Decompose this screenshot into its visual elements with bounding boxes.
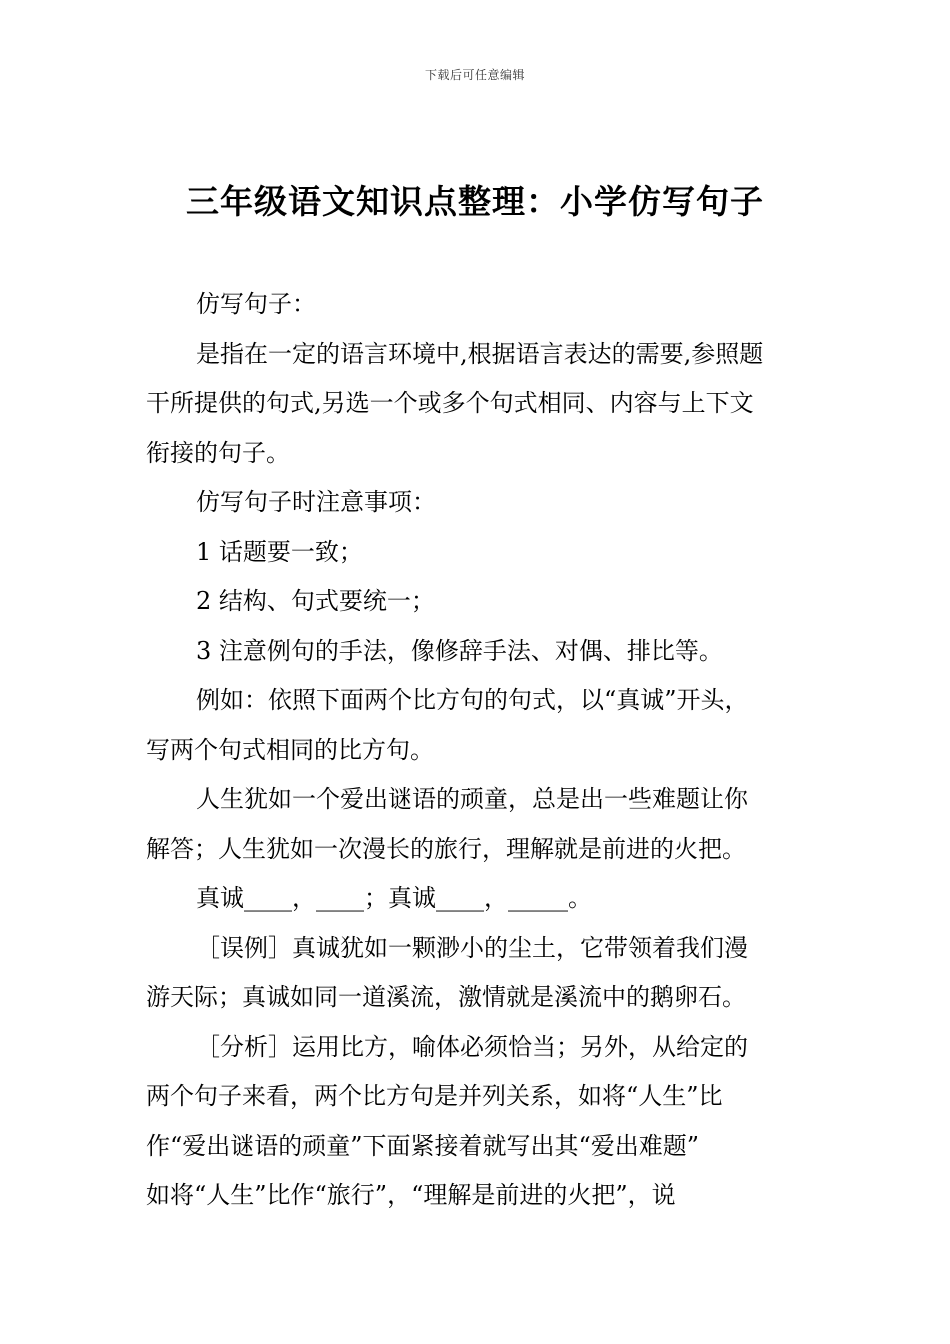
body-line: 干所提供的句式,另选一个或多个句式相同、内容与上下文 xyxy=(146,389,754,417)
document-body xyxy=(146,280,818,1221)
body-line: 写两个句式相同的比方句。 xyxy=(146,735,434,764)
page-header: 下载后可任意编辑 xyxy=(424,68,525,82)
body-line: 仿写句子： xyxy=(196,290,316,318)
body-line: 作“爱出谜语的顽童”下面紧接着就写出其“爱出难题” xyxy=(146,1131,700,1160)
body-line: 2 结构、句式要统一； xyxy=(196,587,435,615)
body-line: ［误例］真诚犹如一颗渺小的尘土，它带领着我们漫 xyxy=(196,933,748,962)
body-line: 人生犹如一个爱出谜语的顽童，总是出一些难题让你 xyxy=(196,785,748,813)
body-line: 游天际；真诚如同一道溪流，激情就是溪流中的鹅卵石。 xyxy=(146,983,746,1011)
body-line: 解答；人生犹如一次漫长的旅行，理解就是前进的火把。 xyxy=(146,834,746,863)
body-line: 3 注意例句的手法，像修辞手法、对偶、排比等。 xyxy=(196,636,723,665)
body-line: 如将“人生”比作“旅行”，“理解是前进的火把”，说 xyxy=(146,1181,676,1209)
body-line: 衔接的句子。 xyxy=(146,438,290,467)
body-line: 1 话题要一致； xyxy=(196,537,363,566)
body-line: ［分析］运用比方，喻体必须恰当；另外，从给定的 xyxy=(196,1032,748,1061)
body-line: 仿写句子时注意事项： xyxy=(196,488,436,516)
body-line: 例如：依照下面两个比方句的句式，以“真诚”开头， xyxy=(196,686,749,714)
document-title: 三年级语文知识点整理：小学仿写句子 xyxy=(186,182,764,221)
body-line: 两个句子来看，两个比方句是并列关系，如将“人生”比 xyxy=(146,1082,723,1110)
body-line: 是指在一定的语言环境中,根据语言表达的需要,参照题 xyxy=(196,339,764,368)
body-line: 真诚____，____；真诚____，_____。 xyxy=(196,884,592,912)
